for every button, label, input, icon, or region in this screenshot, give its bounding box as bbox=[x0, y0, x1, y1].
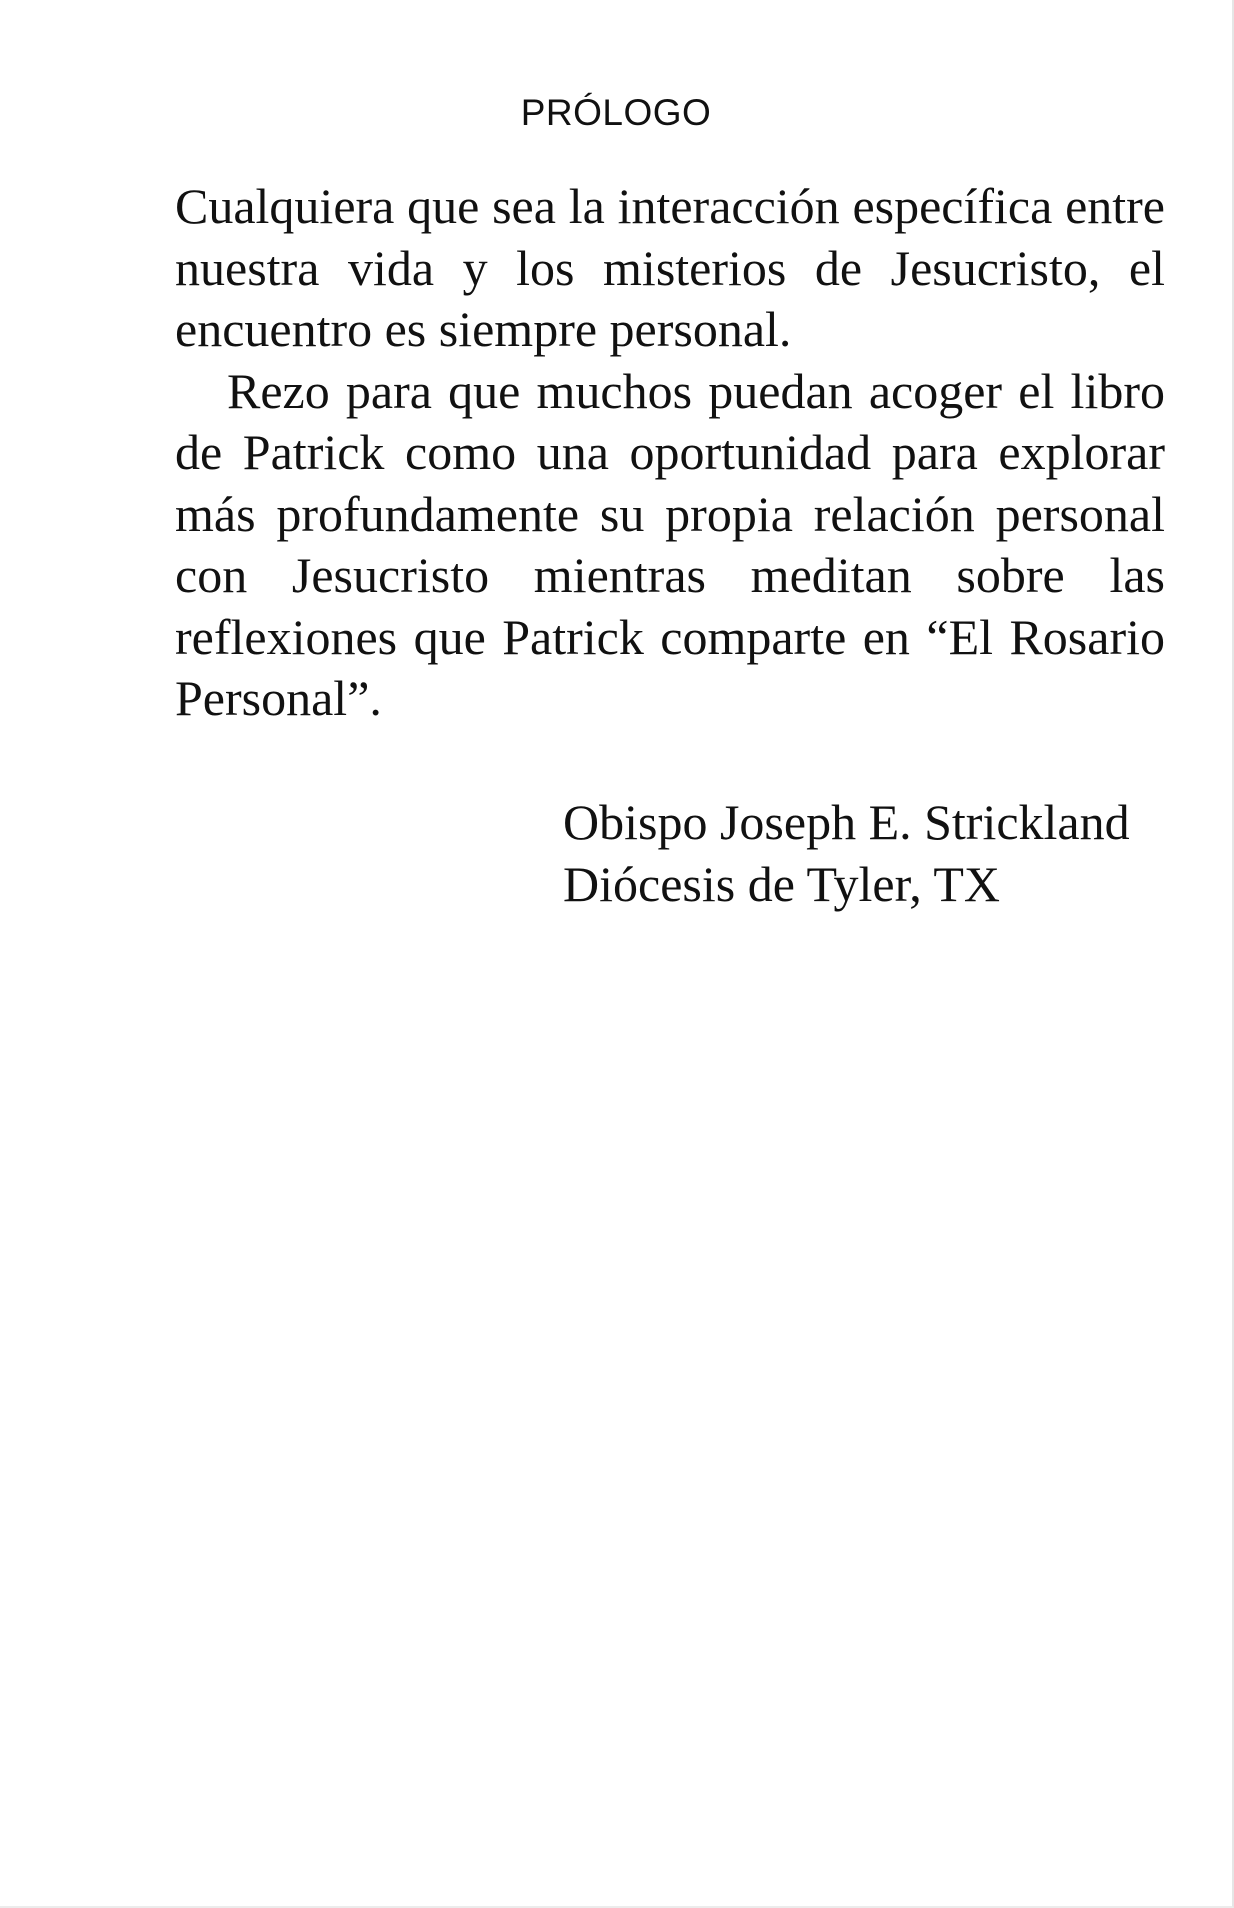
signature-diocese: Diócesis de Tyler, TX bbox=[563, 855, 1001, 912]
paragraph: Cualquiera que sea la interacción específica entre nuestra vida y los misterios de Jesucristo, el encuentro es siempre personal. bbox=[175, 178, 1165, 357]
body-text bbox=[175, 176, 1165, 730]
signature-name: Obispo Joseph E. Strickland bbox=[563, 794, 1130, 850]
signature-block bbox=[563, 792, 1130, 915]
running-head-title: PRÓLOGO bbox=[520, 92, 712, 133]
paragraph: Rezo para que muchos puedan acoger el libro de Patrick como una oportunidad para explorar más profundamente su propia relación personal con Jesucristo mientras meditan sobre las reflexiones que Patrick comparte en “El Rosario Personal”. bbox=[175, 362, 1165, 726]
